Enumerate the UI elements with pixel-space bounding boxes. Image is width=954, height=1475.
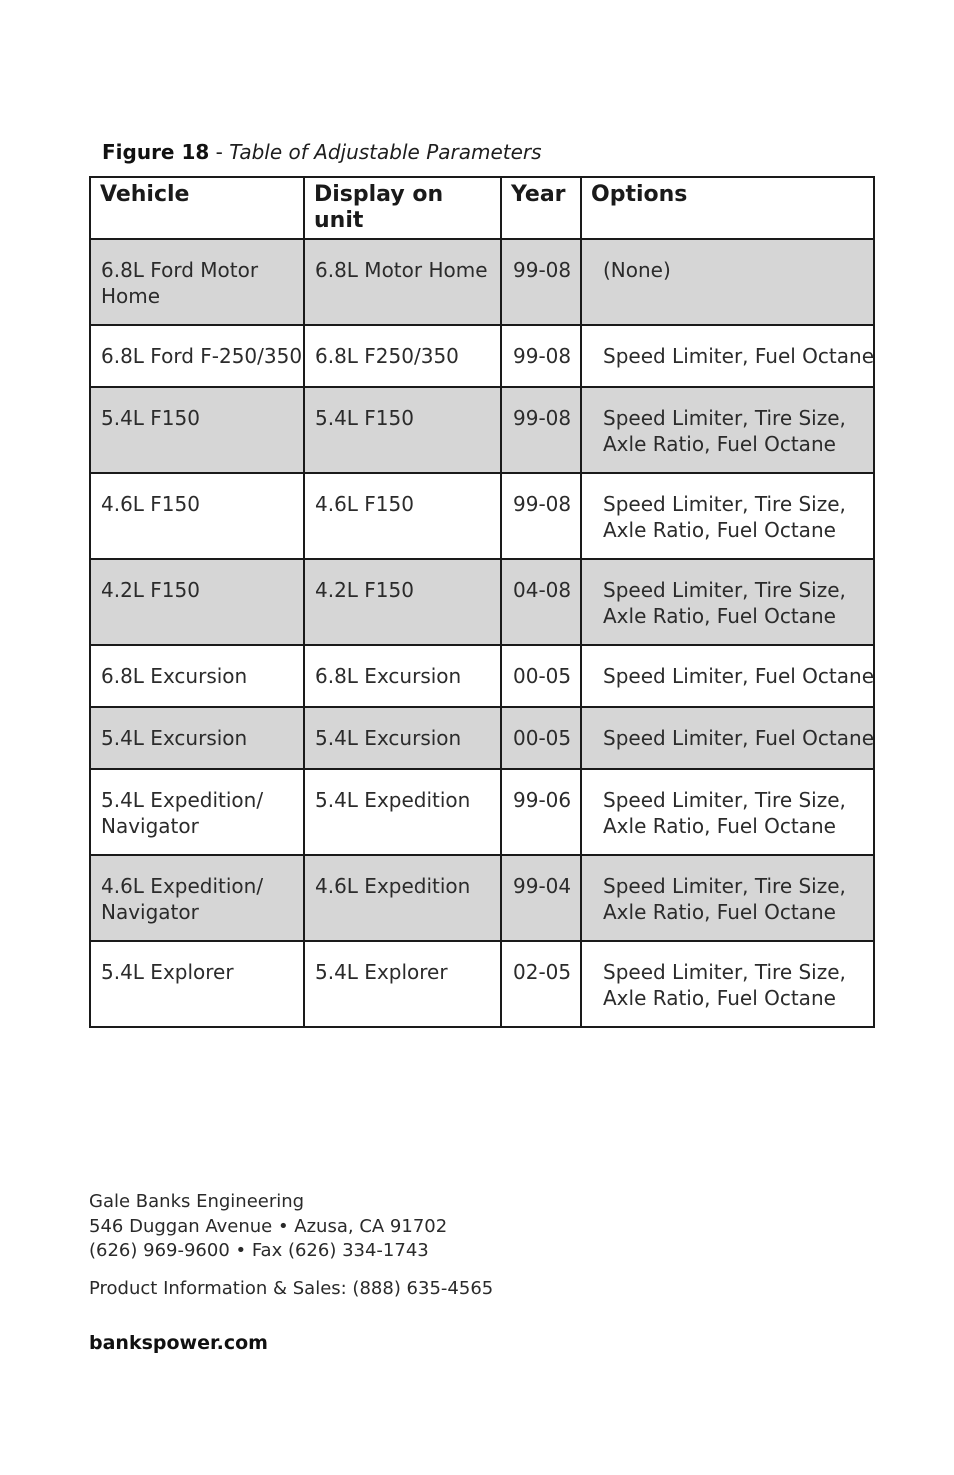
cell-vehicle: 5.4L F150	[90, 387, 304, 473]
table-row	[90, 707, 874, 769]
table-row	[90, 325, 874, 387]
table-row	[90, 855, 874, 941]
cell-options: Speed Limiter, Fuel Octane	[581, 325, 874, 387]
table-header-row	[90, 177, 874, 239]
cell-options: Speed Limiter, Tire Size, Axle Ratio, Fuel Octane	[581, 387, 874, 473]
cell-year: 04-08	[501, 559, 581, 645]
cell-vehicle: 6.8L Excursion	[90, 645, 304, 707]
cell-display: 4.6L Expedition	[304, 855, 501, 941]
cell-vehicle: 6.8L Ford F-250/350	[90, 325, 304, 387]
website-link[interactable]: bankspower.com	[89, 1332, 268, 1354]
cell-year: 99-08	[501, 325, 581, 387]
table-row	[90, 239, 874, 325]
cell-options: Speed Limiter, Tire Size, Axle Ratio, Fuel Octane	[581, 559, 874, 645]
cell-options: Speed Limiter, Tire Size, Axle Ratio, Fuel Octane	[581, 855, 874, 941]
cell-display: 5.4L F150	[304, 387, 501, 473]
cell-display: 4.2L F150	[304, 559, 501, 645]
cell-year: 99-06	[501, 769, 581, 855]
sales-info: Product Information & Sales: (888) 635-4565	[89, 1278, 494, 1299]
cell-options: Speed Limiter, Fuel Octane	[581, 707, 874, 769]
phone-fax: (626) 969-9600 • Fax (626) 334-1743	[89, 1240, 429, 1261]
street-address: 546 Duggan Avenue • Azusa, CA 91702	[89, 1215, 448, 1237]
header-vehicle: Vehicle	[90, 177, 304, 239]
cell-display: 6.8L Excursion	[304, 645, 501, 707]
cell-year: 99-04	[501, 855, 581, 941]
table-row	[90, 387, 874, 473]
caption-separator: -	[209, 140, 230, 164]
cell-vehicle: 5.4L Excursion	[90, 707, 304, 769]
cell-options: Speed Limiter, Tire Size, Axle Ratio, Fuel Octane	[581, 941, 874, 1027]
cell-display: 6.8L Motor Home	[304, 239, 501, 325]
cell-year: 00-05	[501, 707, 581, 769]
cell-vehicle: 4.6L Expedition/ Navigator	[90, 855, 304, 941]
company-address-block	[89, 1190, 447, 1264]
company-name: Gale Banks Engineering	[89, 1191, 305, 1212]
header-display: Display on unit	[304, 177, 501, 239]
cell-year: 00-05	[501, 645, 581, 707]
cell-vehicle: 5.4L Expedition/ Navigator	[90, 769, 304, 855]
cell-display: 5.4L Excursion	[304, 707, 501, 769]
cell-vehicle: 6.8L Ford Motor Home	[90, 239, 304, 325]
table-row	[90, 645, 874, 707]
cell-vehicle: 5.4L Explorer	[90, 941, 304, 1027]
header-year: Year	[501, 177, 581, 239]
cell-options: Speed Limiter, Fuel Octane	[581, 645, 874, 707]
table-row	[90, 769, 874, 855]
figure-title: Table of Adjustable Parameters	[229, 140, 542, 164]
cell-vehicle: 4.2L F150	[90, 559, 304, 645]
table-row	[90, 559, 874, 645]
table-row	[90, 941, 874, 1027]
cell-options: Speed Limiter, Tire Size, Axle Ratio, Fuel Octane	[581, 473, 874, 559]
cell-year: 99-08	[501, 387, 581, 473]
cell-display: 5.4L Explorer	[304, 941, 501, 1027]
table-row	[90, 473, 874, 559]
cell-display: 4.6L F150	[304, 473, 501, 559]
cell-display: 5.4L Expedition	[304, 769, 501, 855]
cell-options: Speed Limiter, Tire Size, Axle Ratio, Fuel Octane	[581, 769, 874, 855]
cell-display: 6.8L F250/350	[304, 325, 501, 387]
cell-vehicle: 4.6L F150	[90, 473, 304, 559]
cell-options: (None)	[581, 239, 874, 325]
figure-caption	[102, 139, 542, 165]
header-options: Options	[581, 177, 874, 239]
cell-year: 99-08	[501, 239, 581, 325]
cell-year: 02-05	[501, 941, 581, 1027]
parameters-table	[89, 176, 875, 1028]
cell-year: 99-08	[501, 473, 581, 559]
figure-label: Figure 18	[102, 140, 210, 164]
